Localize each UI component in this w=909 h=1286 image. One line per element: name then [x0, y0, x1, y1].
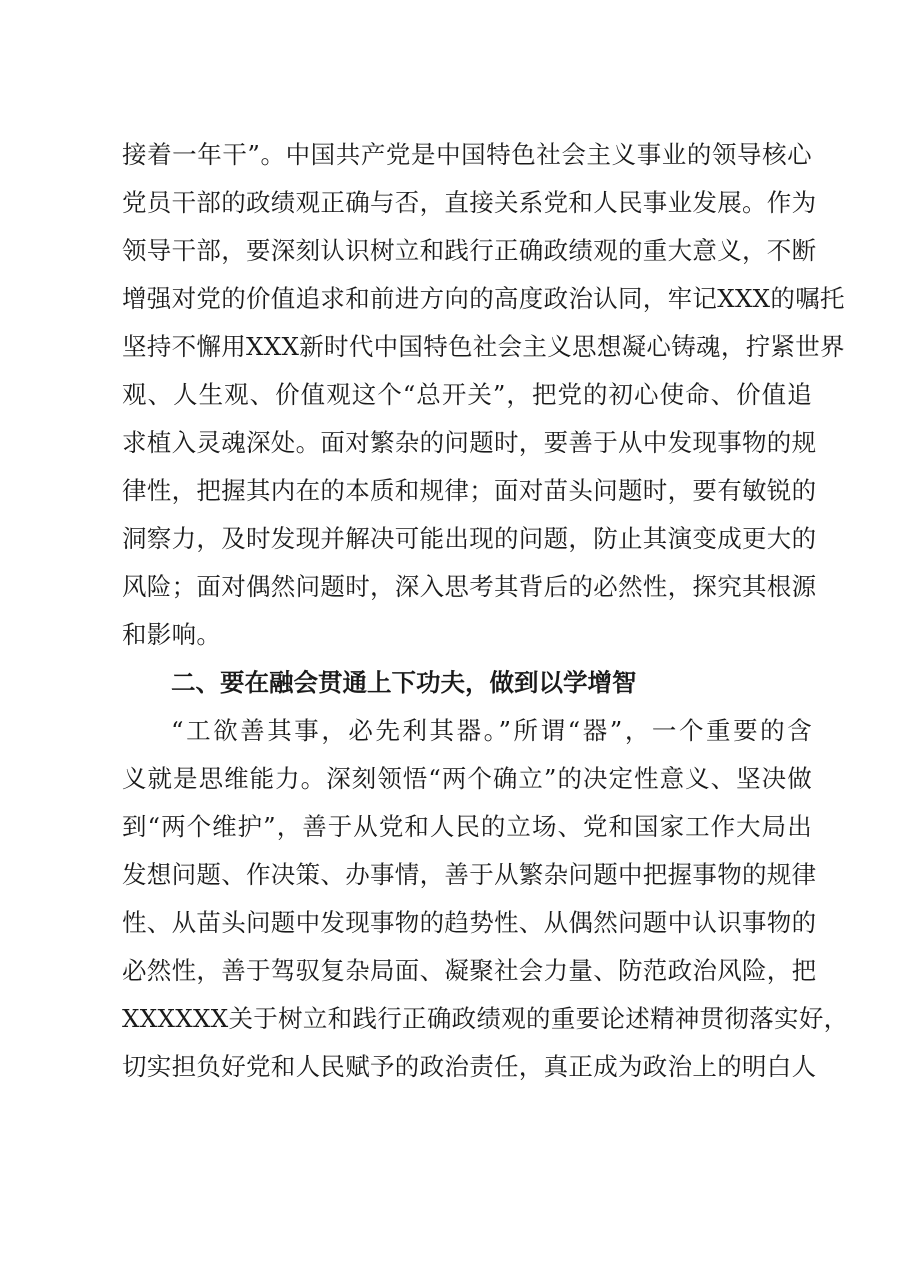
paragraph-line: 领导干部，要深刻认识树立和践行正确政绩观的重大意义，不断 — [122, 236, 817, 265]
paragraph-line: 观、人生观、价值观这个“总开关”，把党的初心使命、价值追 — [122, 380, 812, 409]
paragraph-line: 切实担负好党和人民赋予的政治责任，真正成为政治上的明白人 — [122, 1052, 817, 1081]
paragraph-line: 和影响。 — [122, 620, 222, 649]
paragraph-line: 坚持不懈用XXX新时代中国特色社会主义思想凝心铸魂，拧紧世界 — [122, 332, 845, 361]
paragraph-line: XXXXXX关于树立和践行正确政绩观的重要论述精神贯彻落实好， — [122, 1004, 849, 1033]
paragraph-line: 求植入灵魂深处。面对繁杂的问题时，要善于从中发现事物的规 — [122, 428, 817, 457]
paragraph-line: 党员干部的政绩观正确与否，直接关系党和人民事业发展。作为 — [122, 188, 817, 217]
paragraph-line: 洞察力，及时发现并解决可能出现的问题，防止其演变成更大的 — [122, 524, 817, 553]
paragraph-line: 性、从苗头问题中发现事物的趋势性、从偶然问题中认识事物的 — [122, 908, 817, 937]
paragraph-line: 风险；面对偶然问题时，深入思考其背后的必然性，探究其根源 — [122, 572, 817, 601]
paragraph-line: 必然性，善于驾驭复杂局面、凝聚社会力量、防范政治风险，把 — [122, 956, 817, 985]
paragraph-line: 到“两个维护”，善于从党和人民的立场、党和国家工作大局出 — [122, 812, 812, 841]
paragraph-line: 接着一年干”。中国共产党是中国特色社会主义事业的领导核心 — [122, 140, 812, 169]
paragraph-line: 增强对党的价值追求和前进方向的高度政治认同，牢记XXX的嘱托 — [122, 284, 845, 313]
paragraph-line: 发想问题、作决策、办事情，善于从繁杂问题中把握事物的规律 — [122, 860, 817, 889]
paragraph-line: 义就是思维能力。深刻领悟“两个确立”的决定性意义、坚决做 — [122, 764, 812, 793]
section-heading: 二、要在融会贯通上下功夫，做到以学增智 — [171, 668, 637, 697]
paragraph-line: “工欲善其事，必先利其器。”所谓“器”，一个重要的含 — [171, 716, 812, 745]
paragraph-line: 律性，把握其内在的本质和规律；面对苗头问题时，要有敏锐的 — [122, 476, 817, 505]
